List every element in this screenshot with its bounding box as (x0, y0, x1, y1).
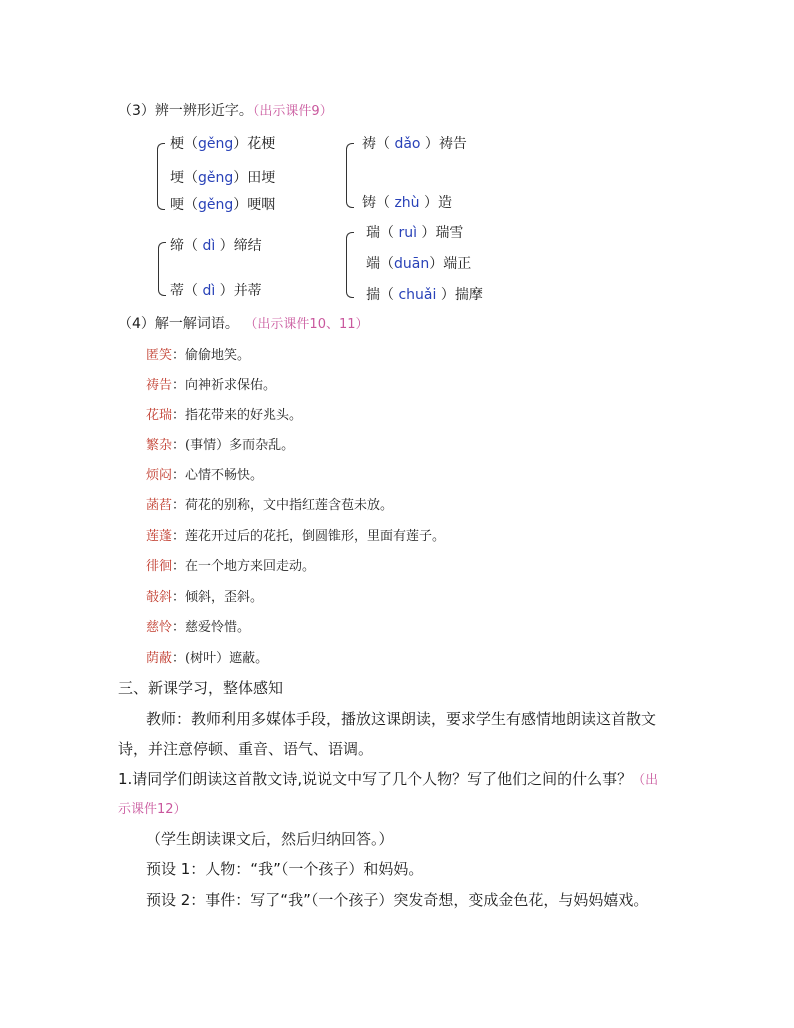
section4-heading (118, 313, 369, 333)
char-entry: 蒂（ dì ）并蒂 (170, 283, 262, 299)
section3-title: （3）辨一辨形近字。 (118, 103, 253, 119)
brace-group-4 (346, 232, 354, 298)
pinyin: gěng (198, 197, 234, 213)
pinyin: ruì (398, 225, 417, 241)
brace-group-2 (346, 143, 354, 208)
vocab-item: 花瑞：指花带来的好兆头。 (146, 408, 303, 423)
vocab-item: 攲斜：倾斜，歪斜。 (146, 590, 264, 605)
vocab-item: 匿笑：偷偷地笑。 (146, 348, 251, 363)
char-entry: 梗（gěng）花梗 (170, 136, 276, 152)
char-entry: 端（duān）端正 (366, 256, 472, 272)
preset-1: 预设 1：人物：“我”（一个孩子）和妈妈。 (146, 860, 424, 878)
char-entry: 哽（gěng）哽咽 (170, 197, 276, 213)
char-entry: 缔（ dì ）缔结 (170, 238, 262, 254)
brace-group-1 (157, 143, 165, 210)
vocab-item: 繁杂：(事情）多而杂乱。 (146, 438, 295, 453)
pinyin: zhù (394, 195, 420, 211)
pinyin: dì (202, 238, 216, 254)
pinyin: gěng (198, 170, 234, 186)
pinyin: dì (202, 283, 216, 299)
part3-heading: 三、新课学习，整体感知 (118, 679, 284, 697)
char-entry: 埂（gěng）田埂 (170, 170, 276, 186)
question-1: 1.请同学们朗读这首散文诗,说说文中写了几个人物？写了他们之间的什么事？（出 (118, 770, 659, 788)
pinyin: dǎo (394, 136, 421, 152)
teacher-paragraph-line2: 诗，并注意停顿、重音、语气、语调。 (118, 740, 374, 758)
section3-note: （出示课件9） (252, 104, 333, 119)
section3-heading (118, 100, 333, 120)
pinyin: duān (394, 256, 430, 272)
pinyin: chuǎi (398, 287, 437, 303)
vocab-item: 慈怜：慈爱怜惜。 (146, 620, 251, 635)
vocab-item: 烦闷：心情不畅快。 (146, 468, 264, 483)
teacher-paragraph-line1: 教师：教师利用多媒体手段，播放这课朗读，要求学生有感情地朗读这首散文 (146, 710, 657, 728)
char-entry: 祷（ dǎo ）祷告 (362, 136, 467, 152)
brace-group-3 (158, 242, 166, 296)
section4-note: （出示课件10、11） (250, 317, 369, 332)
char-entry: 铸（ zhù ）造 (362, 195, 453, 211)
vocab-item: 菡萏：荷花的别称，文中指红莲含苞未放。 (146, 498, 394, 513)
question-1-note: （出 (632, 773, 659, 788)
section4-title: （4）解一解词语。 (118, 316, 239, 332)
pinyin: gěng (198, 136, 234, 152)
vocab-item: 祷告：向神祈求保佑。 (146, 378, 277, 393)
vocab-item: 莲蓬：莲花开过后的花托，倒圆锥形，里面有莲子。 (146, 529, 446, 544)
char-entry: 瑞（ ruì ）瑞雪 (366, 225, 464, 241)
vocab-item: 荫蔽：(树叶）遮蔽。 (146, 651, 269, 666)
preset-2: 预设 2：事件：写了“我”（一个孩子）突发奇想，变成金色花，与妈妈嬉戏。 (146, 891, 649, 909)
question-1-note-cont: 示课件12） (118, 802, 187, 817)
vocab-item: 徘徊：在一个地方来回走动。 (146, 559, 316, 574)
char-entry: 揣（ chuǎi ）揣摩 (366, 287, 483, 303)
student-instruction: （学生朗读课文后，然后归纳回答。） (146, 830, 394, 848)
